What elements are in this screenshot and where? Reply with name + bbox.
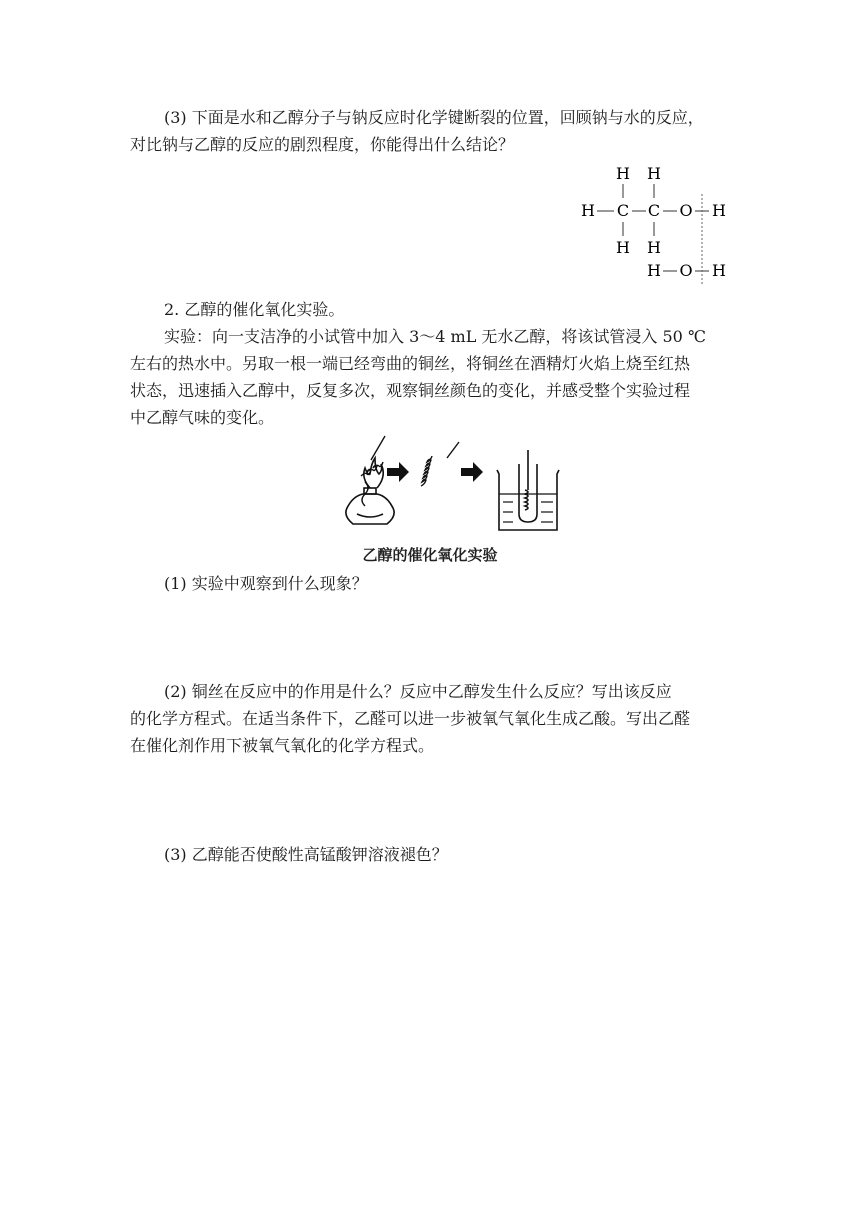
section-2-heading: 2. 乙醇的催化氧化实验。 (164, 300, 345, 319)
experiment-figure (335, 430, 565, 538)
atom-h-left: H (581, 201, 595, 220)
copper-coil-icon (421, 442, 459, 486)
atom-c2: C (647, 201, 661, 220)
atom-h-water-left: H (647, 261, 661, 280)
atom-h-bottom-1: H (616, 238, 630, 257)
atom-h-top-1: H (616, 164, 630, 183)
alcohol-lamp-icon (346, 458, 394, 524)
q3a-line-2: 对比钠与乙醇的反应的剧烈程度，你能得出什么结论？ (130, 135, 515, 154)
experiment-line-4: 中乙醇气味的变化。 (130, 408, 275, 427)
arrow-right-icon-1 (387, 462, 409, 482)
experiment-line-3: 状态，迅速插入乙醇中，反复多次，观察铜丝颜色的变化，并感受整个实验过程 (130, 381, 691, 400)
experiment-line-1: 实验：向一支洁净的小试管中加入 3～4 mL 无水乙醇，将该试管浸入 50 ℃ (164, 327, 706, 346)
atom-h-bottom-2: H (647, 238, 661, 257)
atom-c1: C (616, 201, 630, 220)
atom-h-top-2: H (647, 164, 661, 183)
arrow-right-icon-2 (461, 462, 483, 482)
atom-h-water-right: H (712, 261, 726, 280)
question-3: (3) 乙醇能否使酸性高锰酸钾溶液褪色？ (164, 845, 448, 864)
question-2-line-1: (2) 铜丝在反应中的作用是什么？反应中乙醇发生什么反应？写出该反应 (164, 682, 672, 701)
q3a-line-1: (3) 下面是水和乙醇分子与钠反应时化学键断裂的位置，回顾钠与水的反应， (164, 108, 704, 127)
atom-h-right: H (712, 201, 726, 220)
atom-o-water: O (679, 261, 693, 280)
question-2-line-2: 的化学方程式。在适当条件下，乙醛可以进一步被氧气氧化生成乙酸。写出乙醛 (130, 709, 691, 728)
experiment-line-2: 左右的热水中。另取一根一端已经弯曲的铜丝，将铜丝在酒精灯火焰上烧至红热 (130, 354, 691, 373)
bond-cleavage-structure (570, 160, 740, 285)
question-2-line-3: 在催化剂作用下被氧气氧化的化学方程式。 (130, 736, 435, 755)
figure-caption: 乙醇的催化氧化实验 (362, 546, 498, 564)
atom-o-ethanol: O (679, 201, 693, 220)
beaker-test-tube-icon (497, 450, 559, 530)
question-1: (1) 实验中观察到什么现象？ (164, 574, 368, 593)
